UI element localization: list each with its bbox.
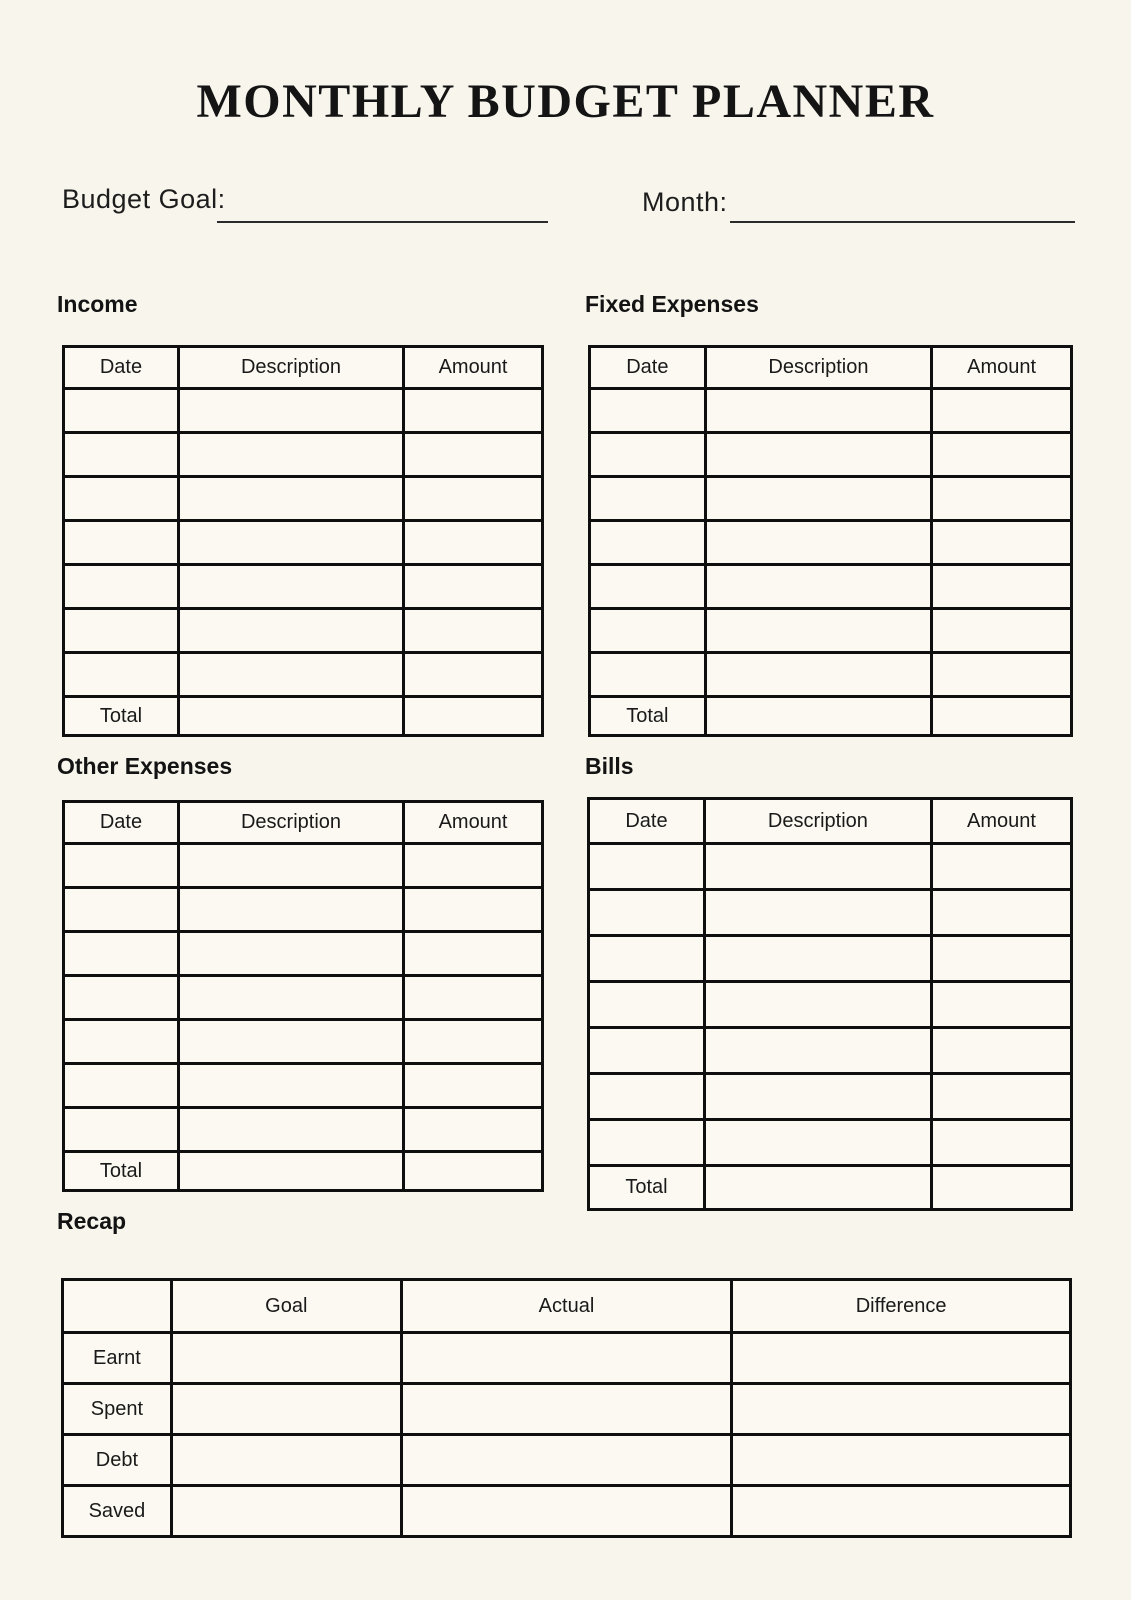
bills-col-date: Date — [589, 799, 705, 844]
other-expenses-col-date: Date — [64, 802, 179, 844]
income-description-cell — [178, 521, 403, 565]
bills-row — [589, 936, 1072, 982]
fixed-expenses-description-cell — [705, 565, 932, 609]
income-table — [62, 345, 544, 737]
other-expenses-amount-cell — [404, 932, 543, 976]
bills-description-cell — [704, 1120, 931, 1166]
fixed-expenses-section-title: Fixed Expenses — [585, 291, 759, 317]
recap-goal-cell — [171, 1486, 401, 1537]
recap-row-label: Spent — [63, 1384, 172, 1435]
recap-goal-cell — [171, 1333, 401, 1384]
budget-goal-blank-line — [217, 221, 548, 223]
income-total-label: Total — [64, 697, 179, 736]
bills-section-title: Bills — [585, 753, 634, 779]
other-expenses-date-cell — [64, 1108, 179, 1152]
fixed-expenses-row — [590, 433, 1072, 477]
recap-row-saved — [63, 1486, 1071, 1537]
fixed-expenses-total-description-cell — [705, 697, 932, 736]
bills-description-cell — [704, 1028, 931, 1074]
recap-difference-cell — [732, 1435, 1071, 1486]
income-date-cell — [64, 521, 179, 565]
income-row — [64, 653, 543, 697]
income-date-cell — [64, 477, 179, 521]
other-expenses-row — [64, 1108, 543, 1152]
fixed-expenses-row — [590, 389, 1072, 433]
bills-header-row — [589, 799, 1072, 844]
income-amount-cell — [404, 389, 543, 433]
bills-amount-cell — [931, 890, 1071, 936]
fixed-expenses-date-cell — [590, 433, 706, 477]
recap-row-debt — [63, 1435, 1071, 1486]
fixed-expenses-total-amount-cell — [932, 697, 1072, 736]
recap-actual-cell — [401, 1435, 732, 1486]
month-blank-line — [730, 221, 1075, 223]
bills-total-description-cell — [704, 1166, 931, 1210]
income-total-description-cell — [178, 697, 403, 736]
recap-actual-cell — [401, 1486, 732, 1537]
fixed-expenses-header-row — [590, 347, 1072, 389]
bills-amount-cell — [931, 844, 1071, 890]
income-col-amount: Amount — [404, 347, 543, 389]
fixed-expenses-row — [590, 609, 1072, 653]
bills-total-row — [589, 1166, 1072, 1210]
fixed-expenses-row — [590, 477, 1072, 521]
fixed-expenses-amount-cell — [932, 477, 1072, 521]
income-description-cell — [178, 653, 403, 697]
other-expenses-row — [64, 976, 543, 1020]
budget-goal-label: Budget Goal: — [62, 184, 226, 214]
page-title: MONTHLY BUDGET PLANNER — [196, 75, 935, 128]
fixed-expenses-col-description: Description — [705, 347, 932, 389]
fixed-expenses-amount-cell — [932, 433, 1072, 477]
fixed-expenses-description-cell — [705, 477, 932, 521]
income-date-cell — [64, 389, 179, 433]
recap-difference-cell — [732, 1384, 1071, 1435]
bills-date-cell — [589, 982, 705, 1028]
income-description-cell — [178, 433, 403, 477]
fixed-expenses-date-cell — [590, 609, 706, 653]
income-amount-cell — [404, 565, 543, 609]
recap-col-goal: Goal — [171, 1280, 401, 1333]
bills-description-cell — [704, 936, 931, 982]
other-expenses-total-label: Total — [64, 1152, 179, 1191]
other-expenses-description-cell — [178, 932, 403, 976]
fixed-expenses-amount-cell — [932, 565, 1072, 609]
other-expenses-header-row — [64, 802, 543, 844]
other-expenses-col-amount: Amount — [404, 802, 543, 844]
fixed-expenses-table — [588, 345, 1073, 737]
fixed-expenses-amount-cell — [932, 521, 1072, 565]
income-amount-cell — [404, 433, 543, 477]
other-expenses-description-cell — [178, 1108, 403, 1152]
bills-amount-cell — [931, 936, 1071, 982]
income-col-date: Date — [64, 347, 179, 389]
income-amount-cell — [404, 521, 543, 565]
income-description-cell — [178, 389, 403, 433]
bills-row — [589, 1120, 1072, 1166]
fixed-expenses-row — [590, 521, 1072, 565]
other-expenses-amount-cell — [404, 844, 543, 888]
recap-section-title: Recap — [57, 1208, 127, 1234]
fixed-expenses-row — [590, 653, 1072, 697]
income-amount-cell — [404, 653, 543, 697]
bills-date-cell — [589, 890, 705, 936]
other-expenses-date-cell — [64, 1020, 179, 1064]
other-expenses-date-cell — [64, 888, 179, 932]
other-expenses-amount-cell — [404, 1064, 543, 1108]
bills-amount-cell — [931, 1074, 1071, 1120]
fixed-expenses-description-cell — [705, 521, 932, 565]
other-expenses-description-cell — [178, 888, 403, 932]
bills-amount-cell — [931, 1028, 1071, 1074]
fixed-expenses-date-cell — [590, 521, 706, 565]
bills-description-cell — [704, 982, 931, 1028]
other-expenses-date-cell — [64, 1064, 179, 1108]
recap-difference-cell — [732, 1486, 1071, 1537]
recap-goal-cell — [171, 1384, 401, 1435]
other-expenses-amount-cell — [404, 888, 543, 932]
other-expenses-date-cell — [64, 932, 179, 976]
bills-amount-cell — [931, 982, 1071, 1028]
other-expenses-row — [64, 1064, 543, 1108]
bills-description-cell — [704, 890, 931, 936]
income-amount-cell — [404, 477, 543, 521]
other-expenses-col-description: Description — [178, 802, 403, 844]
recap-difference-cell — [732, 1333, 1071, 1384]
other-expenses-amount-cell — [404, 1020, 543, 1064]
other-expenses-table — [62, 800, 544, 1192]
other-expenses-description-cell — [178, 976, 403, 1020]
fixed-expenses-date-cell — [590, 389, 706, 433]
fixed-expenses-description-cell — [705, 609, 932, 653]
recap-corner-cell — [63, 1280, 172, 1333]
income-row — [64, 521, 543, 565]
bills-total-label: Total — [589, 1166, 705, 1210]
recap-col-actual: Actual — [401, 1280, 732, 1333]
fixed-expenses-date-cell — [590, 565, 706, 609]
bills-col-amount: Amount — [931, 799, 1071, 844]
income-date-cell — [64, 653, 179, 697]
other-expenses-description-cell — [178, 1064, 403, 1108]
bills-total-amount-cell — [931, 1166, 1071, 1210]
recap-goal-cell — [171, 1435, 401, 1486]
recap-col-difference: Difference — [732, 1280, 1071, 1333]
bills-row — [589, 844, 1072, 890]
fixed-expenses-total-label: Total — [590, 697, 706, 736]
recap-row-label: Earnt — [63, 1333, 172, 1384]
income-col-description: Description — [178, 347, 403, 389]
fixed-expenses-amount-cell — [932, 389, 1072, 433]
recap-actual-cell — [401, 1384, 732, 1435]
bills-row — [589, 1074, 1072, 1120]
income-row — [64, 477, 543, 521]
income-description-cell — [178, 565, 403, 609]
bills-table — [587, 797, 1073, 1211]
other-expenses-row — [64, 888, 543, 932]
bills-description-cell — [704, 1074, 931, 1120]
fixed-expenses-total-row — [590, 697, 1072, 736]
fixed-expenses-col-amount: Amount — [932, 347, 1072, 389]
other-expenses-date-cell — [64, 976, 179, 1020]
other-expenses-total-description-cell — [178, 1152, 403, 1191]
fixed-expenses-row — [590, 565, 1072, 609]
fixed-expenses-description-cell — [705, 653, 932, 697]
bills-row — [589, 982, 1072, 1028]
income-row — [64, 609, 543, 653]
income-date-cell — [64, 433, 179, 477]
bills-date-cell — [589, 1120, 705, 1166]
bills-row — [589, 890, 1072, 936]
recap-row-label: Debt — [63, 1435, 172, 1486]
fixed-expenses-date-cell — [590, 653, 706, 697]
other-expenses-total-amount-cell — [404, 1152, 543, 1191]
fixed-expenses-description-cell — [705, 433, 932, 477]
income-description-cell — [178, 477, 403, 521]
bills-date-cell — [589, 936, 705, 982]
income-header-row — [64, 347, 543, 389]
recap-row-spent — [63, 1384, 1071, 1435]
income-description-cell — [178, 609, 403, 653]
other-expenses-row — [64, 932, 543, 976]
recap-row-label: Saved — [63, 1486, 172, 1537]
income-row — [64, 433, 543, 477]
income-date-cell — [64, 609, 179, 653]
income-total-row — [64, 697, 543, 736]
other-expenses-row — [64, 844, 543, 888]
fixed-expenses-col-date: Date — [590, 347, 706, 389]
income-date-cell — [64, 565, 179, 609]
fixed-expenses-description-cell — [705, 389, 932, 433]
income-row — [64, 565, 543, 609]
income-total-amount-cell — [404, 697, 543, 736]
recap-header-row — [63, 1280, 1071, 1333]
bills-date-cell — [589, 844, 705, 890]
income-section-title: Income — [57, 291, 138, 317]
other-expenses-description-cell — [178, 1020, 403, 1064]
recap-row-earnt — [63, 1333, 1071, 1384]
income-amount-cell — [404, 609, 543, 653]
recap-actual-cell — [401, 1333, 732, 1384]
bills-date-cell — [589, 1074, 705, 1120]
other-expenses-total-row — [64, 1152, 543, 1191]
fixed-expenses-amount-cell — [932, 653, 1072, 697]
other-expenses-amount-cell — [404, 1108, 543, 1152]
income-row — [64, 389, 543, 433]
other-expenses-date-cell — [64, 844, 179, 888]
other-expenses-row — [64, 1020, 543, 1064]
bills-description-cell — [704, 844, 931, 890]
recap-table — [61, 1278, 1072, 1538]
month-label: Month: — [642, 187, 728, 217]
bills-col-description: Description — [704, 799, 931, 844]
other-expenses-description-cell — [178, 844, 403, 888]
other-expenses-section-title: Other Expenses — [57, 753, 233, 779]
bills-amount-cell — [931, 1120, 1071, 1166]
bills-date-cell — [589, 1028, 705, 1074]
fixed-expenses-amount-cell — [932, 609, 1072, 653]
bills-row — [589, 1028, 1072, 1074]
fixed-expenses-date-cell — [590, 477, 706, 521]
other-expenses-amount-cell — [404, 976, 543, 1020]
